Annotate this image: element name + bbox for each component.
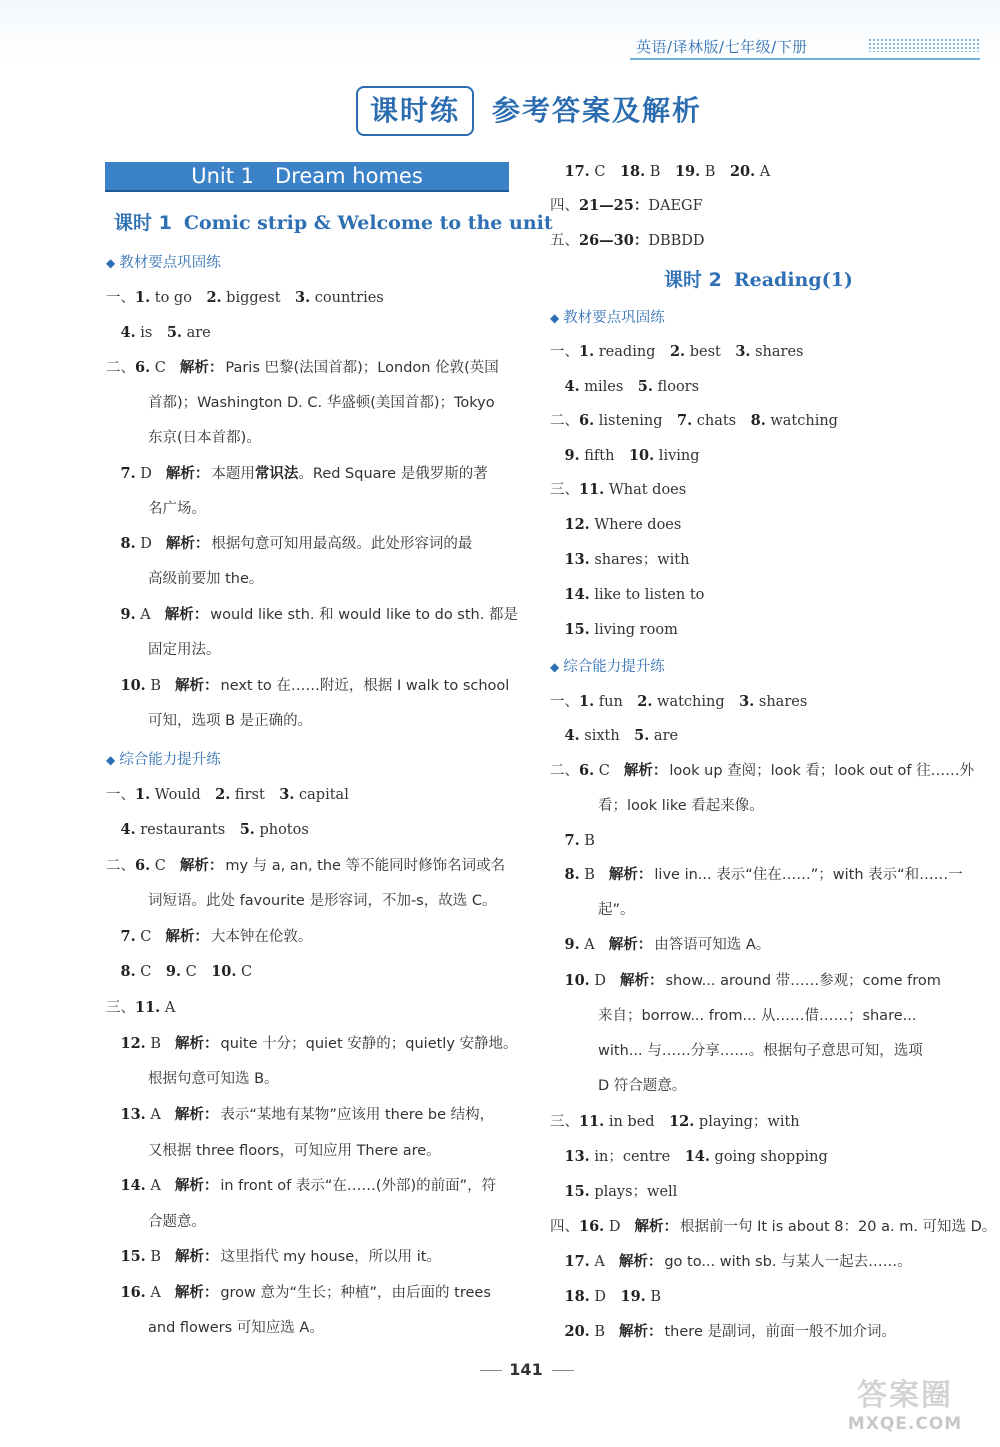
right-section-2-label: 综合能力提升练 [563, 659, 665, 675]
left-answer-line: 高级前要加 the。 [148, 571, 264, 587]
lesson-1-heading [114, 208, 553, 235]
watermark-logo: 答案圈 [857, 1378, 953, 1413]
right-answer-line: 10. D 解析： show... around 带……参观；come from [564, 972, 941, 989]
diamond-icon: ◆ [106, 256, 116, 270]
right-answer-line: 一、1. reading 2. best 3. shares [550, 343, 804, 360]
right-answer-line: 起”。 [598, 902, 635, 918]
right-section-1 [550, 306, 665, 327]
right-answer-line: 18. D 19. B [564, 1288, 661, 1305]
left-answer-line: 名广场。 [148, 501, 206, 517]
left-section-2 [106, 748, 221, 769]
left-answer-line: 8. D 解析： 根据句意可知用最高级。此处形容词的最 [120, 535, 473, 552]
left-answer-line: 4. restaurants 5. photos [120, 821, 309, 838]
header-subject: 英语/译林版/七年级/下册 [636, 38, 808, 56]
page-dash-right [552, 1370, 574, 1371]
right-answer-line: 二、6. listening 7. chats 8. watching [550, 412, 838, 429]
header-dot-pattern [868, 38, 980, 52]
left-answer-line: 二、6. C 解析： my 与 a, an, the 等不能同时修饰名词或名 [106, 857, 506, 874]
right-answer-line: 7. B [564, 832, 595, 849]
right-answer-line: 一、1. fun 2. watching 3. shares [550, 693, 808, 710]
diamond-icon: ◆ [106, 753, 116, 767]
left-answer-line: 三、11. A [106, 999, 176, 1016]
right-answer-line: 17. C 18. B 19. B 20. A [564, 163, 771, 180]
left-answer-line: 15. B 解析： 这里指代 my house，所以用 it。 [120, 1248, 441, 1265]
page-title: 参考答案及解析 [492, 94, 703, 127]
right-answer-line: 五、26—30：DBBDD [550, 232, 705, 249]
right-answer-line: 二、6. C 解析： look up 查阅；look 看；look out of 往……外 [550, 762, 975, 779]
left-section-1-label: 教材要点巩固练 [119, 255, 221, 271]
right-answer-line: 12. Where does [564, 516, 682, 533]
right-answer-line: D 符合题意。 [598, 1078, 687, 1094]
left-answer-line: 一、1. to go 2. biggest 3. countries [106, 289, 384, 306]
left-answer-line: 13. A 解析： 表示“某地有某物”应该用 there be 结构， [120, 1106, 495, 1123]
right-answer-line: 17. A 解析： go to... with sb. 与某人一起去……。 [564, 1253, 912, 1270]
watermark [820, 1378, 990, 1438]
left-answer-line: 首都)；Washington D. C. 华盛顿(美国首都)；Tokyo [148, 395, 495, 411]
right-section-1-label: 教材要点巩固练 [563, 310, 665, 326]
left-answer-line: 根据句意可知选 B。 [148, 1071, 279, 1087]
header-rule [630, 58, 980, 60]
right-answer-line: 13. in；centre 14. going shopping [564, 1148, 828, 1165]
title-box: 课时练 [356, 86, 474, 136]
left-answer-line: 7. D 解析： 本题用常识法。Red Square 是俄罗斯的著 [120, 465, 488, 482]
left-answer-line: 东京(日本首都)。 [148, 430, 261, 446]
page-number: 141 [509, 1360, 543, 1379]
diamond-icon: ◆ [550, 311, 560, 325]
header-band [0, 0, 1000, 62]
left-answer-line: 4. is 5. are [120, 324, 211, 341]
left-answer-line: 16. A 解析： grow 意为“生长；种植”，由后面的 trees [120, 1284, 491, 1301]
left-answer-line: 8. C 9. C 10. C [120, 963, 253, 980]
right-answer-line: 四、21—25：DAEGF [550, 197, 703, 214]
right-answer-line: 4. miles 5. floors [564, 378, 700, 395]
diamond-icon: ◆ [550, 660, 560, 674]
left-answer-line: 14. A 解析： in front of 表示“在……(外部)的前面”，符 [120, 1177, 497, 1194]
right-answer-line: with... 与……分享……。根据句子意思可知，选项 [598, 1043, 923, 1059]
left-answer-line: 固定用法。 [148, 642, 221, 658]
left-answer-line: 二、6. C 解析： Paris 巴黎(法国首都)；London 伦敦(英国 [106, 359, 499, 376]
lesson-2-heading [664, 265, 853, 292]
left-answer-line: 可知，选项 B 是正确的。 [148, 713, 313, 729]
left-answer-line: 词短语。此处 favourite 是形容词，不加-s，故选 C。 [148, 893, 497, 909]
left-section-2-label: 综合能力提升练 [119, 752, 221, 768]
left-answer-line: 12. B 解析： quite 十分；quiet 安静的；quietly 安静地。 [120, 1035, 518, 1052]
watermark-url: MXQE.COM [847, 1414, 963, 1434]
lesson-1-key: 课时 1 [114, 212, 172, 234]
lesson-2-key: 课时 2 [664, 269, 722, 291]
right-answer-line: 四、16. D 解析： 根据前一句 It is about 8：20 a. m. 可知选 D。 [550, 1218, 997, 1235]
right-answer-line: 看；look like 看起来像。 [598, 798, 764, 814]
right-answer-line: 15. living room [564, 621, 678, 638]
left-answer-line: 10. B 解析： next to 在……附近，根据 I walk to school [120, 677, 510, 694]
right-answer-line: 15. plays；well [564, 1183, 678, 1200]
right-answer-line: 三、11. What does [550, 481, 687, 498]
right-answer-line: 三、11. in bed 12. playing；with [550, 1113, 800, 1130]
right-answer-line: 来自；borrow... from... 从……借……；share... [598, 1008, 917, 1024]
right-answer-line: 13. shares；with [564, 551, 690, 568]
right-answer-line: 8. B 解析： live in... 表示“住在……”；with 表示“和……一 [564, 866, 963, 883]
right-answer-line: 14. like to listen to [564, 586, 705, 603]
left-answer-line: 7. C 解析： 大本钟在伦敦。 [120, 928, 313, 945]
right-section-2 [550, 655, 665, 676]
right-answer-line: 4. sixth 5. are [564, 727, 679, 744]
unit-banner: Unit 1 Dream homes [105, 162, 509, 192]
left-answer-line: and flowers 可知应选 A。 [148, 1320, 324, 1336]
left-section-1 [106, 251, 221, 272]
lesson-1-name: Comic strip & Welcome to the unit [183, 212, 553, 234]
right-answer-line: 9. A 解析： 由答语可知选 A。 [564, 936, 771, 953]
left-answer-line: 又根据 three floors，可知应用 There are。 [148, 1143, 441, 1159]
left-answer-line: 一、1. Would 2. first 3. capital [106, 786, 349, 803]
left-answer-line: 9. A 解析： would like sth. 和 would like to do sth. 都是 [120, 606, 518, 623]
lesson-2-name: Reading(1) [733, 269, 853, 291]
right-answer-line: 20. B 解析： there 是副词，前面一般不加介词。 [564, 1323, 896, 1340]
right-answer-line: 9. fifth 10. living [564, 447, 700, 464]
left-answer-line: 合题意。 [148, 1214, 206, 1230]
